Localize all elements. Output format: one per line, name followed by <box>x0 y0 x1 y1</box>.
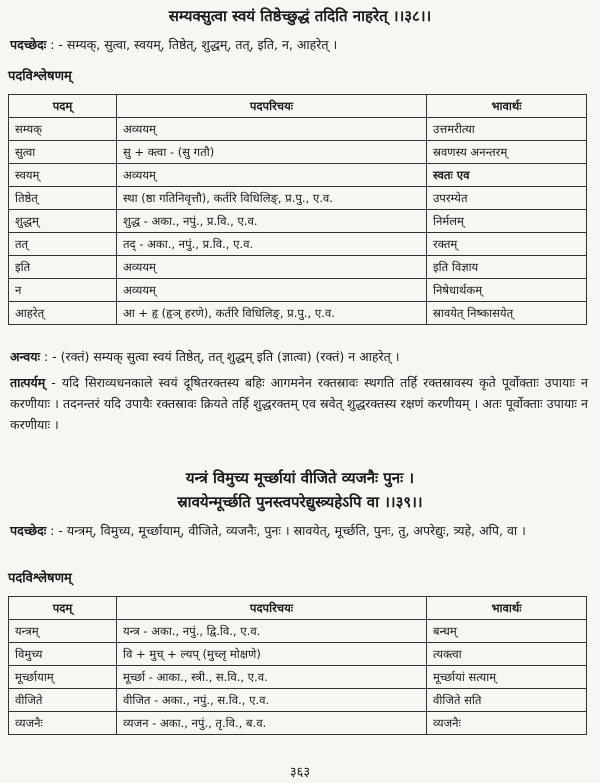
padaparichaya-cell: व्यजन - अका., नपुं., तृ.वि., ब.व. <box>117 712 427 735</box>
header-padaparichaya: पदपरिचयः <box>117 597 427 620</box>
pada-cell: न <box>9 279 117 302</box>
padaparichaya-cell: सु + क्त्वा - (सु गतौ) <box>117 141 427 164</box>
padaparichaya-cell: यन्त्र - अका., नपुं., द्वि.वि., ए.व. <box>117 620 427 643</box>
pada-cell: इति <box>9 256 117 279</box>
table-row <box>9 187 587 210</box>
header-bhavartha: भावार्थः <box>427 95 587 118</box>
table-row <box>9 279 587 302</box>
bhavartha-cell: रक्तम् <box>427 233 587 256</box>
bhavartha-cell: निषेधार्थकम् <box>427 279 587 302</box>
padaparichaya-cell: शुद्ध - अका., नपुं., प्र.वि., ए.व. <box>117 210 427 233</box>
table-row <box>9 643 587 666</box>
padaccheda-label: पदच्छेदः <box>10 523 47 538</box>
bhavartha-cell: उत्तमरीत्या <box>427 118 587 141</box>
pada-cell: यन्त्रम् <box>9 620 117 643</box>
header-padaparichaya: पदपरिचयः <box>117 95 427 118</box>
padaparichaya-cell: वीजित - अका., नपुं., स.वि., ए.व. <box>117 689 427 712</box>
verse-38-analysis-table <box>8 94 587 325</box>
verse-38-title: सम्यक्सुत्वा स्वयं तिष्ठेच्छुद्धं तदिति नाहरेत् ।।३८।। <box>168 7 432 25</box>
padaccheda-text: यन्त्रम्, विमुच्य, मूर्च्छायाम्, वीजिते, व्यजनैः, पुनः । स्रावयेत्, मूर्च्छति, पुनः, तु, अपरेद्युः, त्र्यहे, अपि, वा । <box>66 523 526 538</box>
padaccheda-label: पदच्छेदः <box>10 37 47 52</box>
padaparichaya-cell: अव्ययम् <box>117 279 427 302</box>
page-number: ३६३ <box>289 765 311 780</box>
padaparichaya-cell: अव्ययम् <box>117 256 427 279</box>
tatparya-text: यदि सिराव्यधनकाले स्वयं दूषितरक्तस्य बहिः आगमनेन रक्तस्रावः स्थगति तर्हि रक्तस्रावस्य कृते पूर्वोक्ताः उपायाः न करणीयाः । तदनन्तरं यदि उपायैः रक्तस्रावः क्रियते तर्हि शुद्धरक्तम् एव स्रवेत् शुद्धरक्तस्य रक्षणं करणीयम् । अतः पूर्वोक्ताः उपायाः न करणीयाः । <box>10 375 588 432</box>
table-row <box>9 689 587 712</box>
verse-38-padaccheda: पदच्छेदः : - सम्यक्, सुत्वा, स्वयम्, तिष्ठेत्, शुद्धम्, तत्, इति, न, आहरेत् । <box>10 37 338 52</box>
pada-cell: तिष्ठेत् <box>9 187 117 210</box>
bhavartha-cell: स्वतः एव <box>427 164 587 187</box>
table-header-row <box>9 597 587 620</box>
pada-cell: तत् <box>9 233 117 256</box>
verse-39-title-line-2: स्रावयेन्मूर्च्छति पुनस्त्वपरेद्युस्त्र्यहेऽपि वा ।।३९।। <box>177 493 423 511</box>
verse-39-analysis-heading: पदविश्लेषणम् <box>8 571 72 586</box>
bhavartha-cell: स्रवणस्य अनन्तरम् <box>427 141 587 164</box>
padaparichaya-cell: आ + हृ (हृञ् हरणे), कर्तरि विधिलिङ्, प्र.पु., ए.व. <box>117 302 427 325</box>
pada-cell: वीजिते <box>9 689 117 712</box>
verse-39-analysis-table <box>8 596 587 735</box>
pada-cell: आहरेत् <box>9 302 117 325</box>
pada-cell: व्यजनैः <box>9 712 117 735</box>
table-row <box>9 210 587 233</box>
tatparya-label: तात्पर्यम् <box>10 375 46 390</box>
padaparichaya-cell: अव्ययम् <box>117 118 427 141</box>
anvaya-label: अन्वयः <box>10 349 41 364</box>
table-row <box>9 141 587 164</box>
pada-cell: शुद्धम् <box>9 210 117 233</box>
bhavartha-cell: व्यजनैः <box>427 712 587 735</box>
bhavartha-cell: मूर्च्छायां सत्याम् <box>427 666 587 689</box>
padaparichaya-cell: अव्ययम् <box>117 164 427 187</box>
bhavartha-cell: निर्मलम् <box>427 210 587 233</box>
bhavartha-cell: उपरम्येत <box>427 187 587 210</box>
padaparichaya-cell: वि + मुच् + ल्यप् (मुच्लृ मोक्षणे) <box>117 643 427 666</box>
table-row <box>9 164 587 187</box>
table-row <box>9 712 587 735</box>
verse-38-tatparya: तात्पर्यम् - यदि सिराव्यधनकाले स्वयं दूषितरक्तस्य बहिः आगमनेन रक्तस्रावः स्थगति तर्हि रक्तस्रावस्य कृते पूर्वोक्ताः उपायाः न करणीयाः । तदनन्तरं यदि उपायैः रक्तस्रावः क्रियते तर्हि शुद्धरक्तम् एव स्रवेत् शुद्धरक्तस्य रक्षणं करणीयम् । अतः पूर्वोक्ताः उपायाः न करणीयाः । <box>10 375 588 432</box>
bhavartha-cell: वीजिते सति <box>427 689 587 712</box>
pada-cell: सम्यक् <box>9 118 117 141</box>
pada-cell: स्वयम् <box>9 164 117 187</box>
header-pada: पदम् <box>9 597 117 620</box>
anvaya-text: (रक्तं) सम्यक् सुत्वा स्वयं तिष्ठेत्, तत् शुद्धम् इति (ज्ञात्वा) (रक्तं) न आहरेत् । <box>60 349 400 364</box>
padaparichaya-cell: तद् - अका., नपुं., प्र.वि., ए.व. <box>117 233 427 256</box>
table-row <box>9 620 587 643</box>
bhavartha-cell: इति विज्ञाय <box>427 256 587 279</box>
padaparichaya-cell: मूर्च्छा - आका., स्त्री., स.वि., ए.व. <box>117 666 427 689</box>
pada-cell: सुत्वा <box>9 141 117 164</box>
table-row <box>9 233 587 256</box>
verse-38-anvaya: अन्वयः : - (रक्तं) सम्यक् सुत्वा स्वयं तिष्ठेत्, तत् शुद्धम् इति (ज्ञात्वा) (रक्तं) न आहरेत् । <box>10 349 400 364</box>
table-row <box>9 118 587 141</box>
header-bhavartha: भावार्थः <box>427 597 587 620</box>
verse-39-title-line-1: यन्त्रं विमुच्य मूर्च्छायां वीजिते व्यजनैः पुनः । <box>185 469 415 487</box>
padaparichaya-cell: स्था (ष्ठा गतिनिवृत्तौ), कर्तरि विधिलिङ्, प्र.पु., ए.व. <box>117 187 427 210</box>
pada-cell: विमुच्य <box>9 643 117 666</box>
table-row <box>9 302 587 325</box>
bhavartha-cell: त्यक्त्वा <box>427 643 587 666</box>
table-row <box>9 666 587 689</box>
pada-cell: मूर्च्छायाम् <box>9 666 117 689</box>
verse-39-padaccheda: पदच्छेदः : - यन्त्रम्, विमुच्य, मूर्च्छायाम्, वीजिते, व्यजनैः, पुनः । स्रावयेत्, मूर्च्छति, पुनः, तु, अपरेद्युः, त्र्यहे, अपि, वा । <box>10 523 526 538</box>
verse-38-analysis-heading: पदविश्लेषणम् <box>8 69 72 84</box>
bhavartha-cell: स्रावयेत् निष्कासयेत् <box>427 302 587 325</box>
table-header-row <box>9 95 587 118</box>
bhavartha-cell: बन्धम् <box>427 620 587 643</box>
padaccheda-text: सम्यक्, सुत्वा, स्वयम्, तिष्ठेत्, शुद्धम्, तत्, इति, न, आहरेत् । <box>66 37 338 52</box>
header-pada: पदम् <box>9 95 117 118</box>
table-row <box>9 256 587 279</box>
